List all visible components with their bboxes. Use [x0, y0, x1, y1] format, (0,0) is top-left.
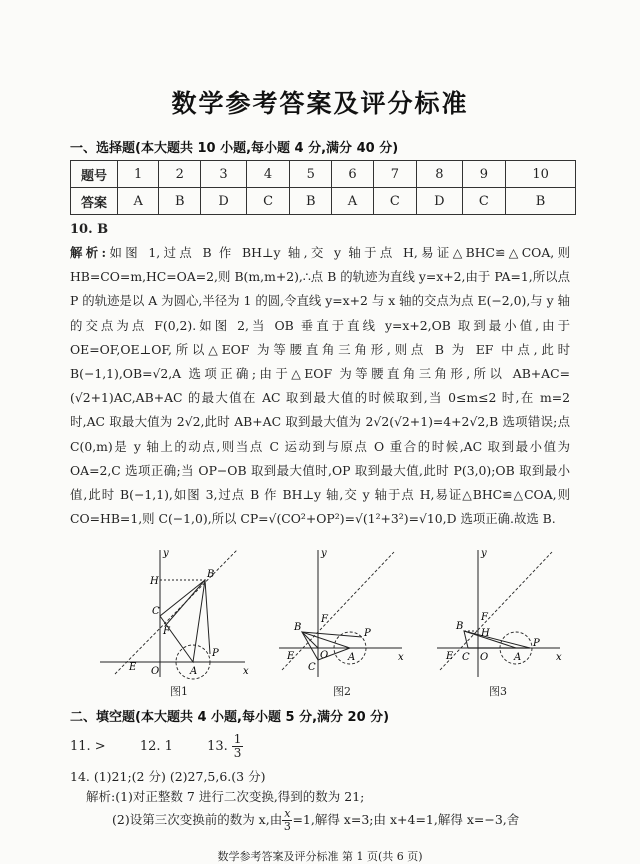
q13-prefix: 13.	[207, 739, 228, 754]
question-number-cell: 1	[118, 161, 159, 188]
table-header-cell: 题号	[71, 161, 118, 188]
label-b: B	[207, 569, 215, 580]
line-y-eq-x-plus-2	[440, 552, 552, 670]
question-number-cell: 7	[373, 161, 417, 188]
answer-cell: B	[159, 188, 201, 215]
page-footer: 数学参考答案及评分标准 第 1 页(共 6 页)	[217, 850, 423, 863]
segment-bp	[464, 631, 530, 648]
label-e: E	[287, 651, 295, 662]
question-number-cell: 10	[506, 161, 576, 188]
label-h: H	[150, 576, 159, 587]
table-header-cell: 答案	[71, 188, 118, 215]
figure-1-caption: 图1	[170, 685, 188, 698]
label-o: O	[151, 666, 160, 677]
answer-cell: C	[246, 188, 290, 215]
segment-bp	[205, 580, 210, 654]
label-e: E	[446, 651, 454, 662]
answer-table	[70, 160, 576, 215]
q14-denominator: 3	[283, 820, 291, 833]
label-f: F	[163, 626, 170, 637]
q14-numerator: x	[284, 807, 291, 820]
q14-answer: 14. (1)21;(2 分) (2)27,5,6.(3 分)	[70, 769, 266, 784]
figure-2-caption: 图2	[333, 685, 351, 698]
answer-cell: B	[506, 188, 576, 215]
answer-cell: A	[332, 188, 373, 215]
page-title: 数学参考答案及评分标准	[171, 89, 469, 118]
question-number-cell: 5	[290, 161, 332, 188]
answer-cell: D	[417, 188, 462, 215]
label-a: A	[348, 652, 356, 663]
q14-text-a: (2)设第三次变换前的数为 x,由	[112, 812, 283, 827]
label-x: x	[556, 652, 562, 663]
q14-solution-line2	[112, 808, 519, 833]
label-y: y	[481, 548, 487, 559]
figure-3-caption: 图3	[489, 685, 507, 698]
label-c: C	[152, 606, 160, 617]
q14-fraction	[282, 808, 292, 833]
q12-answer: 12. 1	[139, 739, 173, 754]
label-c: C	[308, 662, 316, 673]
answer-cell: D	[201, 188, 246, 215]
answer-cell: A	[118, 188, 159, 215]
label-a: A	[190, 666, 198, 677]
label-o: O	[480, 652, 489, 663]
label-p: P	[364, 628, 371, 639]
question-number-cell: 4	[246, 161, 290, 188]
label-h: H	[481, 628, 490, 639]
label-p: P	[212, 648, 219, 659]
section1-header: 一、选择题(本大题共 10 小题,每小题 4 分,满分 40 分)	[70, 141, 399, 156]
solution-label: 解析:	[70, 245, 107, 260]
label-f: F	[481, 612, 488, 623]
triangle-bca	[160, 580, 205, 662]
q10-answer: 10. B	[70, 222, 109, 237]
figure-3	[432, 542, 572, 682]
label-b: B	[456, 621, 464, 632]
q10-solution	[70, 241, 570, 531]
label-x: x	[243, 666, 249, 677]
q11-answer: 11. >	[70, 739, 106, 754]
answer-cell: C	[373, 188, 417, 215]
question-number-cell: 8	[417, 161, 462, 188]
figure-2	[274, 542, 414, 682]
q13-numerator: 1	[233, 732, 242, 746]
label-f: F	[321, 614, 328, 625]
fill-answers	[70, 733, 333, 760]
question-number-cell: 6	[332, 161, 373, 188]
label-c: C	[462, 652, 470, 663]
label-o: O	[320, 650, 329, 661]
question-number-cell: 3	[201, 161, 246, 188]
q13-answer	[207, 732, 303, 760]
question-number-cell: 2	[159, 161, 201, 188]
section2-header: 二、填空题(本大题共 4 小题,每小题 5 分,满分 20 分)	[70, 710, 390, 725]
q13-denominator: 3	[233, 746, 242, 760]
answer-cell: B	[290, 188, 332, 215]
answer-cell: C	[462, 188, 506, 215]
q13-fraction	[232, 733, 274, 760]
label-b: B	[294, 622, 302, 633]
table-row	[71, 188, 576, 215]
label-x: x	[398, 652, 404, 663]
label-y: y	[163, 548, 169, 559]
figure-1	[95, 542, 255, 682]
label-p: P	[533, 638, 540, 649]
solution-text: 如图 1,过点 B 作 BH⊥y 轴,交 y 轴于点 H,易证△BHC≌△COA,则 HB=CO=m,HC=OA=2,则 B(m,m+2),∴点 B 的轨迹为直线 y=x+2,由于 PA=1,所以点 P 的轨迹是以 A 为圆心,半径为 1 的圆,令直线 y=x+2 与 x 轴的交点为点 E(−2,0),与 y 轴的交点为点 F(0,2).如图 2,当 OB 垂直于直线 y=x+2,OB 取到最小值,由于 OE=OF,OE⊥OF,所以△EOF 为等腰直角三角形,则点 B 为 EF 中点,此时 B(−1,1),OB=√2,A 选项正确;由于△EOF 为等腰直角三角形,所以 AB+AC=(√2+1)AC,AB+AC 的最大值在 AC 取到最大值的时候取到,当 0≤m≤2 时,在 m=2 时,AC 取最大值为 2√2,此时 AB+AC 取到最大值为 2√2(√2+1)=4+2√2,B 选项错误;点 C(0,m)是 y 轴上的动点,则当点 C 运动到与原点 O 重合的时候,AC 取到最小值为 OA=2,C 选项正确;当 OP−OB 取到最大值时,OP 取到最大值,此时 P(3,0);OB 取到最小值,此时 B(−1,1),如图 3,过点 B 作 BH⊥y 轴,交 y 轴于点 H,易证△BHC≌△COA,则 CO=HB=1,则 C(−1,0),所以 CP=√(CO²+OP²)=√(1²+3²)=√10,D 选项正确.故选 B.	[70, 245, 570, 527]
q14-solution-line1: 解析:(1)对正整数 7 进行二次变换,得到的数为 21;	[86, 789, 365, 804]
label-y: y	[321, 548, 327, 559]
q14-text-b: =1,解得 x=3;由 x+4=1,解得 x=−3,舍	[292, 812, 520, 827]
table-row	[71, 161, 576, 188]
label-e: E	[129, 662, 137, 673]
label-a: A	[514, 652, 522, 663]
question-number-cell: 9	[462, 161, 506, 188]
